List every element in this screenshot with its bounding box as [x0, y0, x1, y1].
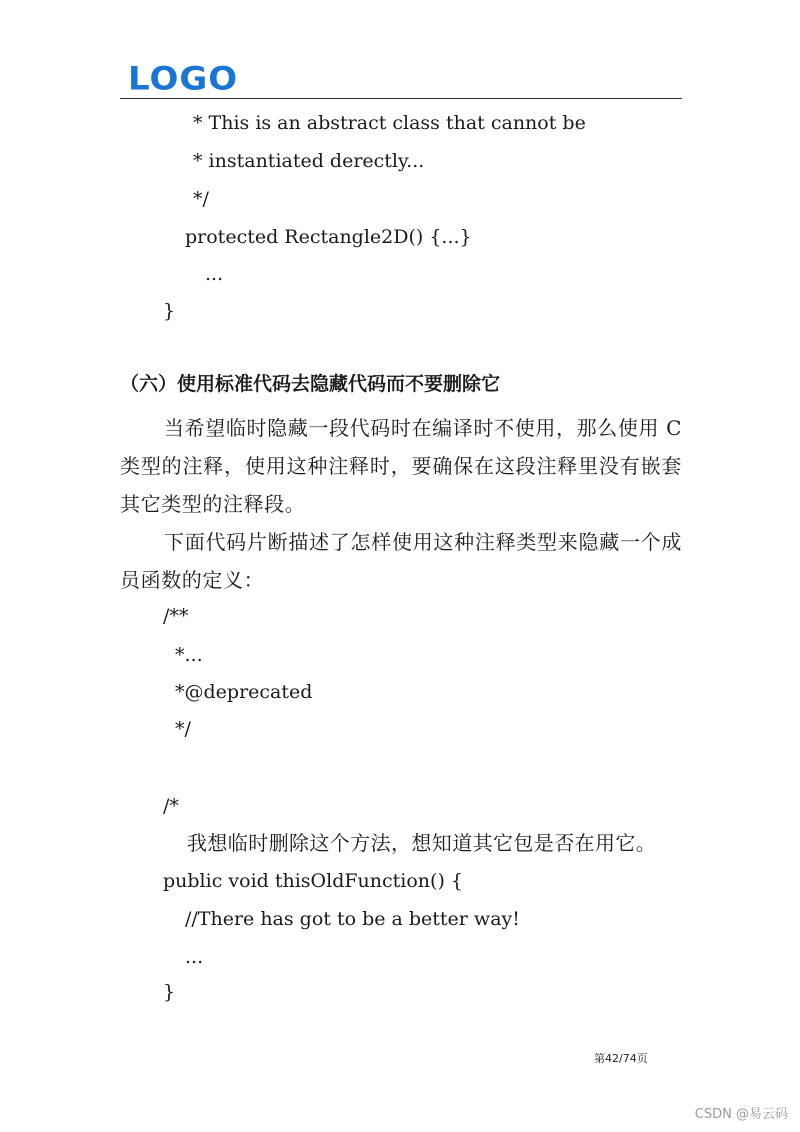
code-line: }	[163, 300, 176, 322]
code-line: *@deprecated	[175, 681, 313, 703]
code-line: */	[193, 188, 209, 210]
code-line: *...	[175, 644, 203, 666]
header-divider	[120, 98, 682, 99]
logo: LOGO	[128, 60, 239, 98]
section-heading: （六）使用标准代码去隐藏代码而不要删除它	[120, 373, 501, 395]
code-line: * instantiated derectly...	[193, 150, 425, 172]
paragraph: 当希望临时隐藏一段代码时在编译时不使用，那么使用 C 类型的注释，使用这种注释时，要确保在这段注释里没有嵌套其它类型的注释段。	[120, 416, 682, 516]
code-line: //There has got to be a better way!	[185, 908, 520, 930]
code-line: protected Rectangle2D() {...}	[185, 226, 472, 248]
code-line: /*	[163, 795, 179, 817]
code-line: ...	[185, 946, 204, 968]
code-line: }	[163, 981, 176, 1003]
watermark: CSDN @易云码	[694, 1107, 788, 1122]
code-comment-chinese: 我想临时删除这个方法，想知道其它包是否在用它。	[187, 831, 657, 855]
code-line: */	[175, 718, 191, 740]
page-number: 第42/74页	[594, 1052, 648, 1065]
code-line: public void thisOldFunction() {	[163, 870, 464, 892]
paragraph: 下面代码片断描述了怎样使用这种注释类型来隐藏一个成员函数的定义：	[120, 530, 682, 592]
code-line: * This is an abstract class that cannot be	[193, 112, 586, 134]
code-line: ...	[205, 263, 224, 285]
code-line: /**	[163, 605, 189, 627]
